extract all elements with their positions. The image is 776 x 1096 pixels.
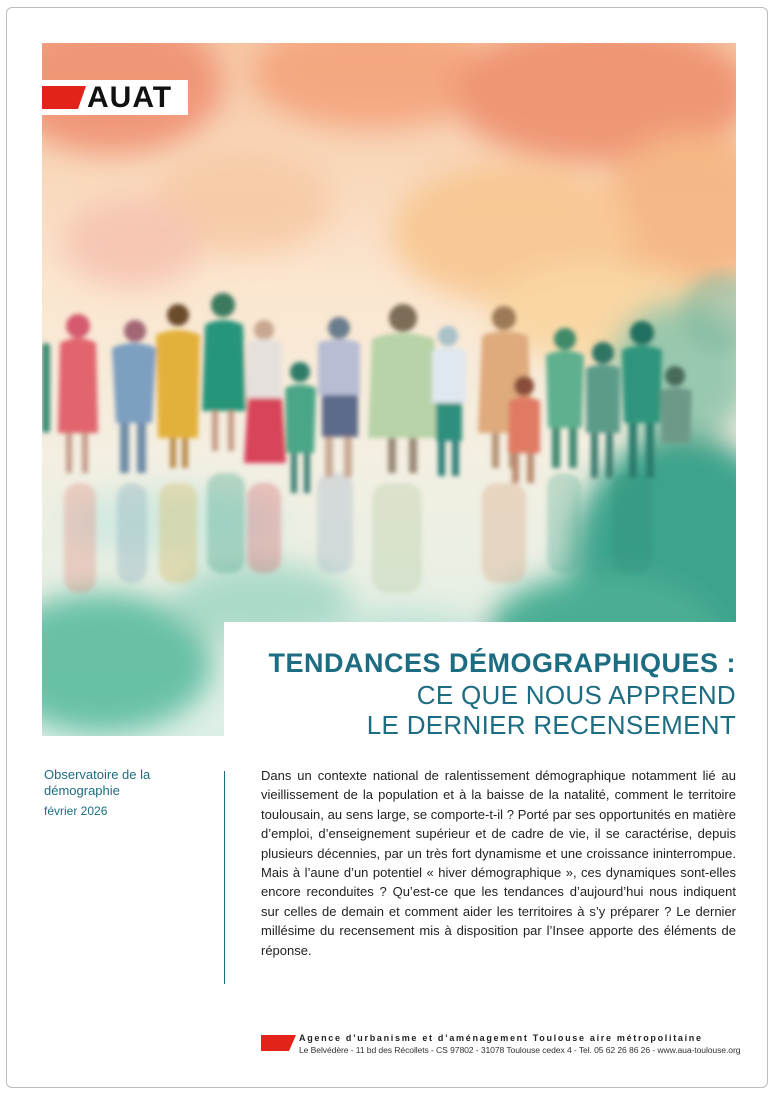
page-subtitle-line-1: CE QUE NOUS APPREND <box>416 680 736 710</box>
page-subtitle-line-2: LE DERNIER RECENSEMENT <box>366 710 736 740</box>
footer-address: Le Belvédère - 11 bd des Récollets - CS 97802 - 31078 Toulouse cedex 4 - Tel. 05 62 26 86 26 - www.aua-toulouse.org <box>299 1045 741 1055</box>
title-block <box>224 622 736 740</box>
auat-logo <box>42 80 188 115</box>
footer-agency-name: Agence d’urbanisme et d’aménagement Toulouse aire métropolitaine <box>299 1033 703 1043</box>
logo-text: AUAT <box>87 81 173 114</box>
observatory-name: Observatoire de la démographie <box>44 767 151 798</box>
page-title: TENDANCES DÉMOGRAPHIQUES : <box>268 648 736 678</box>
publication-date: février 2026 <box>44 804 108 818</box>
footer-logo-mark-icon <box>261 1034 297 1052</box>
intro-paragraph: Dans un contexte national de ralentissement démographique notamment lié au vieillissement de la population et à la baisse de la natalité, comment le territoire toulousain, au sens large, se comporte-t-il ? Porté par ses opportunités en matière d’emploi, d’enseignement supérieur et de cadre de vie, il se caractérise, depuis plusieurs décennies, par un très fort dynamisme et une croissance ininterrompue. Mais à l’aune d’un potentiel « hiver démographique », ces dynamiques sont-elles encore reconduites ? Qu’est-ce que les tendances d’aujourd’hui nous indiquent sur celles de demain et comment aider les territoires à s’y préparer ? Le dernier millésime du recensement mis à disposition par l’Insee apporte des éléments de réponse. <box>261 768 736 958</box>
logo-red-parallelogram-icon <box>42 80 87 115</box>
divider-line <box>224 771 225 984</box>
